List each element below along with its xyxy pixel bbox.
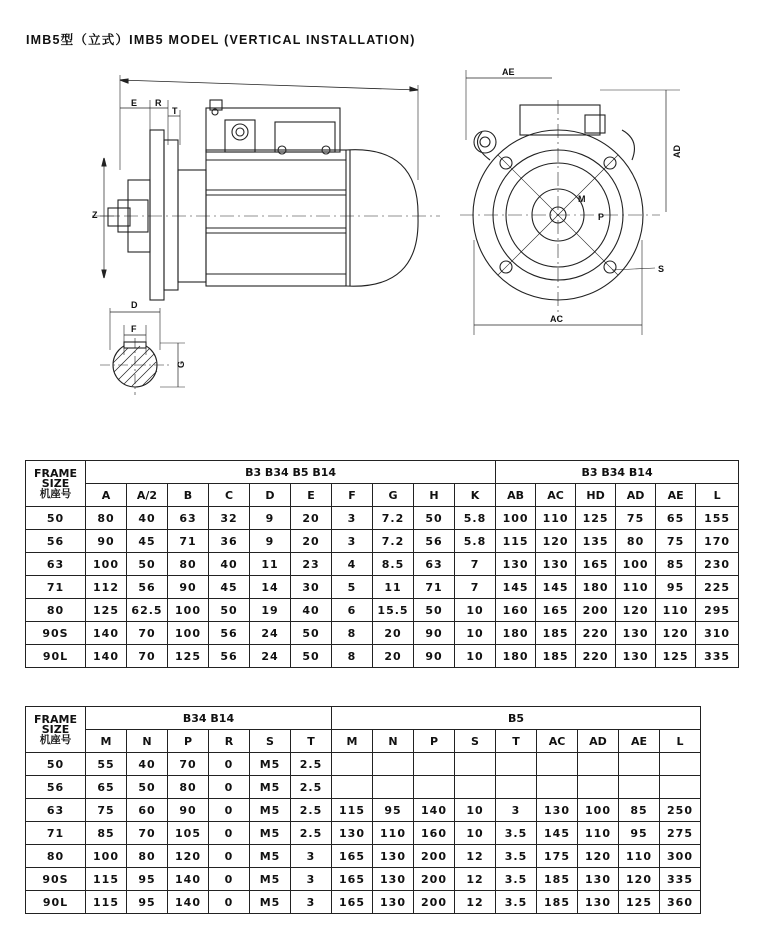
- column-header: S: [250, 730, 291, 753]
- column-header: AD: [578, 730, 619, 753]
- table-cell: 100: [86, 553, 127, 576]
- table-cell: 175: [537, 845, 578, 868]
- table-cell: 55: [86, 753, 127, 776]
- table-cell: 130: [373, 891, 414, 914]
- table-cell: 7.2: [373, 507, 414, 530]
- column-header: AC: [536, 484, 576, 507]
- dimension-table-1: [25, 460, 739, 668]
- table-cell: 50: [414, 507, 455, 530]
- table-cell: 90: [414, 645, 455, 668]
- table-cell: M5: [250, 776, 291, 799]
- table-cell: 300: [660, 845, 701, 868]
- table-cell: 50: [414, 599, 455, 622]
- table-cell: 6: [332, 599, 373, 622]
- table-cell: 360: [660, 891, 701, 914]
- table-cell: 11: [250, 553, 291, 576]
- table-cell: 0: [209, 799, 250, 822]
- table-cell: 110: [616, 576, 656, 599]
- table-cell: 0: [209, 822, 250, 845]
- table-cell: 180: [496, 622, 536, 645]
- table-cell: 71: [168, 530, 209, 553]
- table-cell: 85: [656, 553, 696, 576]
- table-cell: 2.5: [291, 776, 332, 799]
- table-cell: 10: [455, 645, 496, 668]
- table-cell: 200: [414, 891, 455, 914]
- table-cell: 0: [209, 891, 250, 914]
- column-header: N: [373, 730, 414, 753]
- table-cell: [660, 753, 701, 776]
- table-cell: 100: [496, 507, 536, 530]
- table-row: [26, 530, 739, 553]
- table-cell: [496, 776, 537, 799]
- column-header: R: [209, 730, 250, 753]
- table-cell: 145: [536, 576, 576, 599]
- table-cell: M5: [250, 822, 291, 845]
- table-cell: 80: [86, 507, 127, 530]
- column-header: AC: [537, 730, 578, 753]
- table-cell: 165: [332, 868, 373, 891]
- table-cell: 8: [332, 622, 373, 645]
- frame-size-cell: 50: [26, 753, 86, 776]
- table-row: [26, 576, 739, 599]
- table-cell: 155: [696, 507, 739, 530]
- table-cell: 130: [536, 553, 576, 576]
- table-cell: 7: [455, 553, 496, 576]
- group-header-2: B3 B34 B14: [496, 461, 739, 484]
- table-cell: [496, 753, 537, 776]
- table-cell: 220: [576, 622, 616, 645]
- table-cell: 3.5: [496, 822, 537, 845]
- table-cell: 225: [696, 576, 739, 599]
- column-header: M: [332, 730, 373, 753]
- table-row: [26, 599, 739, 622]
- table-cell: [578, 776, 619, 799]
- table-cell: 3: [291, 868, 332, 891]
- table-cell: 20: [373, 622, 414, 645]
- table-cell: 20: [291, 530, 332, 553]
- table-cell: 140: [86, 622, 127, 645]
- table-cell: 3: [332, 507, 373, 530]
- table-cell: 60: [127, 799, 168, 822]
- table-cell: [537, 776, 578, 799]
- table-cell: 165: [536, 599, 576, 622]
- table-row: [26, 868, 701, 891]
- column-header: T: [496, 730, 537, 753]
- column-header: D: [250, 484, 291, 507]
- table-cell: 71: [414, 576, 455, 599]
- table-cell: 120: [168, 845, 209, 868]
- table-cell: 250: [660, 799, 701, 822]
- label-t: T: [172, 106, 178, 116]
- table-cell: 8.5: [373, 553, 414, 576]
- frame-size-cell: 56: [26, 530, 86, 553]
- table-cell: 100: [616, 553, 656, 576]
- table-cell: 160: [414, 822, 455, 845]
- table-cell: [619, 753, 660, 776]
- column-header: AD: [616, 484, 656, 507]
- table-cell: 14: [250, 576, 291, 599]
- table-cell: 90: [414, 622, 455, 645]
- table-cell: 200: [576, 599, 616, 622]
- table-cell: [414, 776, 455, 799]
- table-cell: 0: [209, 845, 250, 868]
- table-cell: 80: [127, 845, 168, 868]
- table-cell: 220: [576, 645, 616, 668]
- column-header: K: [455, 484, 496, 507]
- frame-size-cell: 63: [26, 553, 86, 576]
- table-cell: 3: [332, 530, 373, 553]
- column-header: S: [455, 730, 496, 753]
- frame-size-cell: 90S: [26, 868, 86, 891]
- table-cell: M5: [250, 799, 291, 822]
- table-cell: 20: [373, 645, 414, 668]
- table-cell: 45: [127, 530, 168, 553]
- table-row: [26, 822, 701, 845]
- column-header: A/2: [127, 484, 168, 507]
- table-cell: 10: [455, 599, 496, 622]
- table-cell: 3: [291, 891, 332, 914]
- table-cell: 130: [616, 645, 656, 668]
- table-cell: 112: [86, 576, 127, 599]
- table-cell: 145: [496, 576, 536, 599]
- table-cell: [414, 753, 455, 776]
- table-cell: 32: [209, 507, 250, 530]
- group-header-1: B3 B34 B5 B14: [86, 461, 496, 484]
- table-cell: 50: [291, 622, 332, 645]
- table-cell: 185: [536, 622, 576, 645]
- table-cell: 10: [455, 822, 496, 845]
- column-header: HD: [576, 484, 616, 507]
- table-cell: 100: [578, 799, 619, 822]
- table-cell: 95: [656, 576, 696, 599]
- column-header: L: [696, 484, 739, 507]
- table-cell: 275: [660, 822, 701, 845]
- table-cell: 125: [656, 645, 696, 668]
- table-cell: 70: [127, 822, 168, 845]
- table-cell: 95: [127, 868, 168, 891]
- table-cell: 4: [332, 553, 373, 576]
- column-header: H: [414, 484, 455, 507]
- label-ad: AD: [672, 145, 682, 158]
- table-cell: 130: [578, 868, 619, 891]
- table-cell: 40: [127, 507, 168, 530]
- table-cell: 125: [168, 645, 209, 668]
- table-cell: [619, 776, 660, 799]
- column-header: P: [168, 730, 209, 753]
- table-cell: 80: [168, 553, 209, 576]
- table-cell: 90: [168, 576, 209, 599]
- table-cell: 165: [332, 891, 373, 914]
- table-cell: 120: [578, 845, 619, 868]
- table-cell: [537, 753, 578, 776]
- table-cell: 63: [414, 553, 455, 576]
- group-header-2: B5: [332, 707, 701, 730]
- table-cell: 24: [250, 622, 291, 645]
- table-cell: 115: [86, 868, 127, 891]
- table-cell: 80: [168, 776, 209, 799]
- table-cell: 5.8: [455, 530, 496, 553]
- table-cell: 115: [86, 891, 127, 914]
- table-cell: 115: [332, 799, 373, 822]
- label-ac: AC: [550, 314, 563, 324]
- table-cell: 120: [536, 530, 576, 553]
- table-cell: 110: [656, 599, 696, 622]
- column-header: C: [209, 484, 250, 507]
- table-cell: 11: [373, 576, 414, 599]
- table-cell: 75: [86, 799, 127, 822]
- column-header: G: [373, 484, 414, 507]
- table-cell: [455, 753, 496, 776]
- page-title: IMB5型（立式）IMB5 MODEL (VERTICAL INSTALLATION): [26, 33, 416, 47]
- table-cell: 185: [536, 645, 576, 668]
- table-cell: 8: [332, 645, 373, 668]
- table-cell: 110: [373, 822, 414, 845]
- table-cell: 95: [373, 799, 414, 822]
- table-cell: 200: [414, 868, 455, 891]
- table-cell: 9: [250, 530, 291, 553]
- table-cell: 65: [86, 776, 127, 799]
- table-cell: 335: [660, 868, 701, 891]
- table-cell: 200: [414, 845, 455, 868]
- column-header: L: [660, 730, 701, 753]
- table-cell: 20: [291, 507, 332, 530]
- table-cell: 50: [127, 553, 168, 576]
- motor-drawing: [0, 50, 760, 410]
- table-row: [26, 622, 739, 645]
- table-cell: 50: [209, 599, 250, 622]
- table-cell: M5: [250, 868, 291, 891]
- table-cell: [455, 776, 496, 799]
- table-cell: 75: [656, 530, 696, 553]
- table-cell: 185: [537, 868, 578, 891]
- frame-size-cell: 56: [26, 776, 86, 799]
- table-cell: 165: [576, 553, 616, 576]
- table-cell: 12: [455, 845, 496, 868]
- table-cell: 12: [455, 868, 496, 891]
- table-cell: 185: [537, 891, 578, 914]
- frame-size-cell: 90S: [26, 622, 86, 645]
- table-cell: 24: [250, 645, 291, 668]
- table-row: [26, 645, 739, 668]
- label-m: M: [578, 194, 586, 204]
- frame-size-cell: 71: [26, 822, 86, 845]
- label-s: S: [658, 264, 665, 274]
- column-header: AB: [496, 484, 536, 507]
- table-cell: 310: [696, 622, 739, 645]
- frame-size-header: FRAME SIZE 机座号: [26, 461, 86, 507]
- table-cell: 170: [696, 530, 739, 553]
- table-cell: M5: [250, 845, 291, 868]
- table-cell: 295: [696, 599, 739, 622]
- group-header-1: B34 B14: [86, 707, 332, 730]
- table-cell: [660, 776, 701, 799]
- frame-size-cell: 50: [26, 507, 86, 530]
- table-cell: 110: [578, 822, 619, 845]
- column-header: AE: [656, 484, 696, 507]
- label-p: P: [598, 212, 605, 222]
- table-cell: 135: [576, 530, 616, 553]
- table-cell: 130: [332, 822, 373, 845]
- table-cell: 100: [86, 845, 127, 868]
- table-cell: 23: [291, 553, 332, 576]
- table-cell: 125: [576, 507, 616, 530]
- table-cell: 56: [209, 622, 250, 645]
- table-cell: M5: [250, 891, 291, 914]
- frame-size-cell: 63: [26, 799, 86, 822]
- table-cell: 85: [619, 799, 660, 822]
- table-cell: 5.8: [455, 507, 496, 530]
- table-cell: 3.5: [496, 891, 537, 914]
- frame-size-header: FRAME SIZE 机座号: [26, 707, 86, 753]
- table-cell: 19: [250, 599, 291, 622]
- table-cell: 70: [127, 622, 168, 645]
- table-cell: 7.2: [373, 530, 414, 553]
- table-cell: 130: [537, 799, 578, 822]
- table-cell: 110: [536, 507, 576, 530]
- dimension-table-2: [25, 706, 701, 914]
- table-cell: M5: [250, 753, 291, 776]
- column-header: T: [291, 730, 332, 753]
- table-cell: 62.5: [127, 599, 168, 622]
- table-cell: 7: [455, 576, 496, 599]
- table-cell: 95: [127, 891, 168, 914]
- table-cell: 125: [86, 599, 127, 622]
- table-cell: 3.5: [496, 868, 537, 891]
- label-e: E: [131, 98, 138, 108]
- table-cell: 230: [696, 553, 739, 576]
- table-cell: 90: [168, 799, 209, 822]
- table-cell: 3: [496, 799, 537, 822]
- table-cell: 0: [209, 776, 250, 799]
- frame-size-cell: 80: [26, 845, 86, 868]
- table-cell: 9: [250, 507, 291, 530]
- table-cell: [373, 776, 414, 799]
- table-cell: 75: [616, 507, 656, 530]
- label-ae: AE: [502, 67, 515, 77]
- table-cell: 140: [168, 868, 209, 891]
- table-row: [26, 507, 739, 530]
- frame-size-cell: 71: [26, 576, 86, 599]
- table-cell: 100: [168, 599, 209, 622]
- column-header: F: [332, 484, 373, 507]
- table-cell: 105: [168, 822, 209, 845]
- label-d: D: [131, 300, 138, 310]
- table-cell: 80: [616, 530, 656, 553]
- table-cell: 140: [86, 645, 127, 668]
- table-cell: 335: [696, 645, 739, 668]
- table-cell: 100: [168, 622, 209, 645]
- table-cell: 3: [291, 845, 332, 868]
- table-cell: 85: [86, 822, 127, 845]
- column-header: P: [414, 730, 455, 753]
- table-cell: 56: [209, 645, 250, 668]
- table-cell: 40: [291, 599, 332, 622]
- column-header: N: [127, 730, 168, 753]
- table-row: [26, 776, 701, 799]
- label-f: F: [131, 324, 137, 334]
- table-cell: 70: [127, 645, 168, 668]
- table-cell: 130: [578, 891, 619, 914]
- table-cell: 45: [209, 576, 250, 599]
- column-header: A: [86, 484, 127, 507]
- label-g: G: [176, 360, 186, 368]
- table-row: [26, 753, 701, 776]
- table-cell: 2.5: [291, 822, 332, 845]
- table-cell: 90: [86, 530, 127, 553]
- table-cell: 110: [619, 845, 660, 868]
- table-cell: 50: [291, 645, 332, 668]
- table-cell: 130: [373, 868, 414, 891]
- table-cell: 40: [127, 753, 168, 776]
- table-cell: 56: [127, 576, 168, 599]
- table-cell: 145: [537, 822, 578, 845]
- table-cell: 30: [291, 576, 332, 599]
- table-cell: 65: [656, 507, 696, 530]
- table-cell: 140: [168, 891, 209, 914]
- table-cell: 140: [414, 799, 455, 822]
- frame-size-cell: 90L: [26, 891, 86, 914]
- table-cell: 3.5: [496, 845, 537, 868]
- column-header: M: [86, 730, 127, 753]
- table-cell: 130: [373, 845, 414, 868]
- label-z: Z: [92, 210, 98, 220]
- table-cell: 63: [168, 507, 209, 530]
- table-row: [26, 799, 701, 822]
- table-cell: 165: [332, 845, 373, 868]
- table-cell: 130: [496, 553, 536, 576]
- table-cell: [332, 776, 373, 799]
- column-header: E: [291, 484, 332, 507]
- table-cell: 2.5: [291, 753, 332, 776]
- table-cell: 125: [619, 891, 660, 914]
- table-cell: 36: [209, 530, 250, 553]
- frame-size-cell: 90L: [26, 645, 86, 668]
- frame-size-cell: 80: [26, 599, 86, 622]
- table-cell: 50: [127, 776, 168, 799]
- table-row: [26, 891, 701, 914]
- table-cell: 0: [209, 868, 250, 891]
- table-cell: 12: [455, 891, 496, 914]
- table-cell: [332, 753, 373, 776]
- table-cell: [578, 753, 619, 776]
- column-header: AE: [619, 730, 660, 753]
- table-cell: 15.5: [373, 599, 414, 622]
- column-header: B: [168, 484, 209, 507]
- table-cell: 10: [455, 799, 496, 822]
- table-cell: 120: [616, 599, 656, 622]
- table-cell: 130: [616, 622, 656, 645]
- table-cell: [373, 753, 414, 776]
- table-cell: 120: [619, 868, 660, 891]
- label-r: R: [155, 98, 162, 108]
- table-row: [26, 553, 739, 576]
- table-cell: 120: [656, 622, 696, 645]
- table-cell: 10: [455, 622, 496, 645]
- table-cell: 2.5: [291, 799, 332, 822]
- table-cell: 180: [576, 576, 616, 599]
- table-cell: 5: [332, 576, 373, 599]
- table-cell: 95: [619, 822, 660, 845]
- table-cell: 160: [496, 599, 536, 622]
- table-cell: 180: [496, 645, 536, 668]
- table-cell: 0: [209, 753, 250, 776]
- table-row: [26, 845, 701, 868]
- table-cell: 56: [414, 530, 455, 553]
- table-cell: 115: [496, 530, 536, 553]
- table-cell: 70: [168, 753, 209, 776]
- table-cell: 40: [209, 553, 250, 576]
